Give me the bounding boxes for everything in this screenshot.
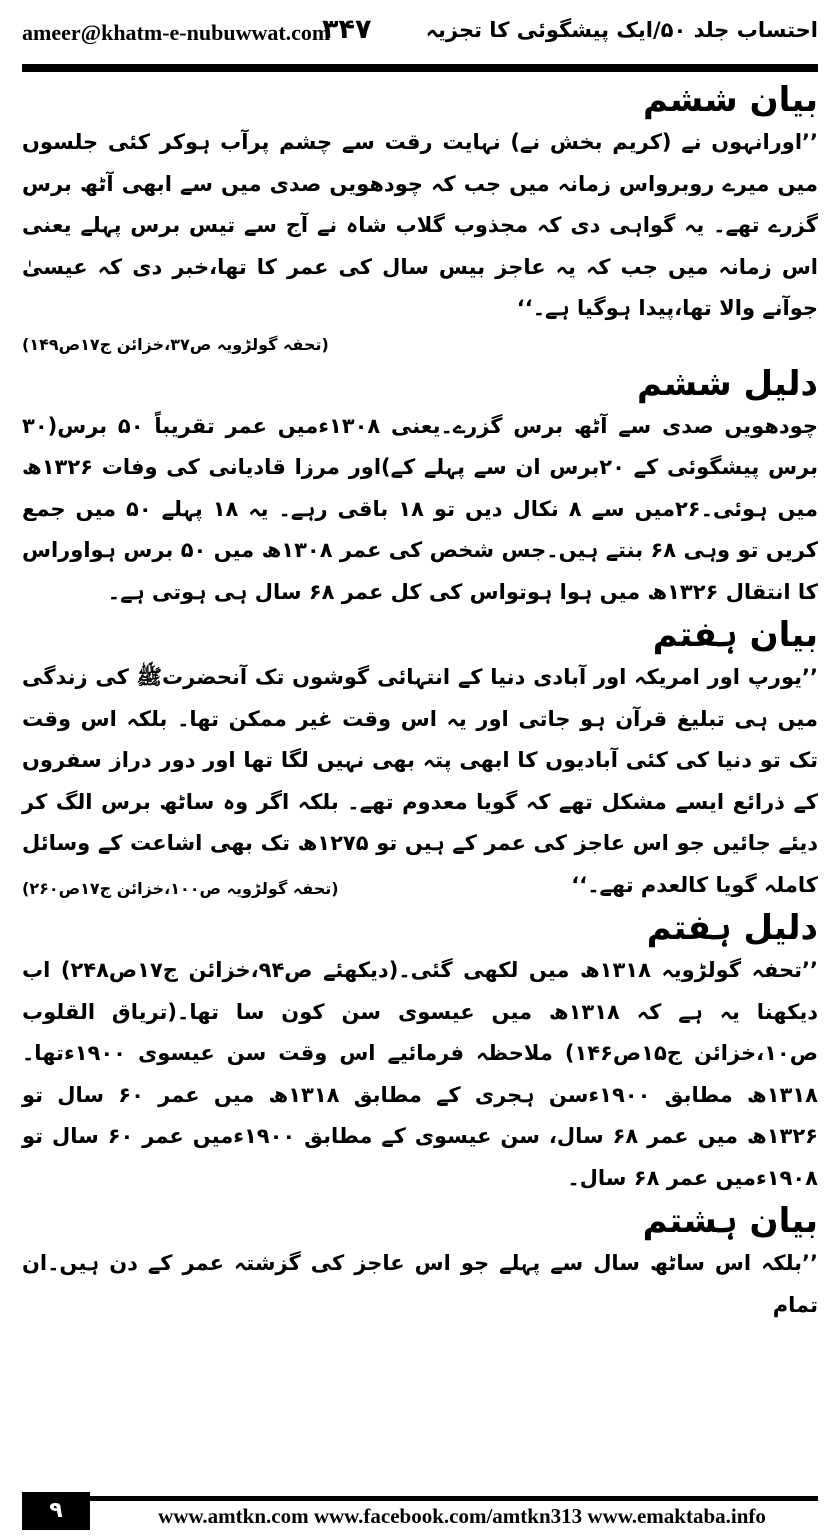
page-footer [22, 1492, 818, 1532]
page-body [22, 78, 818, 1326]
heading-bayan-8: بیان ہشتم [642, 1201, 818, 1241]
reference-bayan-6: (تحفہ گولڑویہ ص۳۷،خزائن ج۱۷ص۱۴۹) [22, 334, 329, 354]
paragraph-bayan-7-text: ’’یورپ اور امریکہ اور آبادی دنیا کے انتہائی گوشوں تک آنحضرتﷺ کی زندگی میں ہی تبلیغ قرآن ہو جاتی اور یہ اس وقت غیر ممکن تھا۔ بلکہ اس وقت تک تو دنیا کی کئی آبادیوں کا ابھی پتہ بھی نہیں لگا تھا اور دور دراز سفروں کے ذرائع ایسے مشکل تھے کہ گویا معدوم تھے۔ بلکہ اگر وہ ساٹھ برس الگ کر دیئے جائیں جو اس عاجز کی عمر کے ہیں تو ۱۲۷۵ھ تک بھی اشاعت کے وسائل کاملہ گویا کالعدم تھے۔‘‘ [22, 665, 818, 897]
paragraph-bayan-6: ’’اورانہوں نے (کریم بخش نے) نہایت رقت سے چشم پرآب ہوکر کئی جلسوں میں میرے روبرواس زمانہ میں جب کہ چودھویں صدی میں سے ابھی آٹھ برس گزرے تھے۔ یہ گواہی دی کہ مجذوب گلاب شاہ نے آج سے تیس برس پہلے یعنی اس زمانہ میں جب کہ یہ عاجز بیس سال کی عمر کا تھا،خبر دی کہ عیسیٰ جوآنے والا تھا،پیدا ہوگیا ہے۔‘‘ [22, 130, 818, 320]
heading-dalil-6: دلیل ششم [637, 363, 818, 404]
paragraph-bayan-7 [22, 657, 818, 906]
page-header [22, 14, 818, 58]
header-page-number: ۳۴۷ [322, 14, 372, 45]
header-rule [22, 64, 818, 72]
footer-rule [90, 1496, 818, 1501]
reference-bayan-7: (تحفہ گولڑویہ ص۱۰۰،خزائن ج۱۷ص۲۶۰) [22, 878, 339, 898]
paragraph-dalil-6: چودھویں صدی سے آٹھ برس گزرے۔یعنی ۱۳۰۸ءمیں عمر تقریباً ۵۰ برس(۳۰ برس پیشگوئی کے ۲۰برس ان سے پہلے کے)اور مرزا قادیانی کی وفات ۱۳۲۶ھ میں ہوئی۔۲۶میں سے ۸ نکال دیں تو ۱۸ باقی رہے۔ یہ ۱۸ پہلے ۵۰ میں جمع کریں تو وہی ۶۸ بنتے ہیں۔جس شخص کی عمر ۱۳۰۸ھ میں ۵۰ برس ہواوراس کا انتقال ۱۳۲۶ھ میں ہوا ہوتواس کی کل عمر ۶۸ سال ہی ہوتی ہے۔ [22, 413, 818, 604]
paragraph-dalil-7: ’’تحفہ گولڑویہ ۱۳۱۸ھ میں لکھی گئی۔(دیکھئے ص۹۴،خزائن ج۱۷ص۲۴۸) اب دیکھنا یہ ہے کہ ۱۳۱۸ھ میں عیسوی سن کون سا تھا۔(تریاق القلوب ص۱۰،خزائن ج۱۵ص۱۴۶) ملاحظہ فرمائیے اس وقت سن عیسوی ۱۹۰۰ءتھا۔ ۱۳۱۸ھ مطابق ۱۹۰۰ءسن ہجری کے مطابق ۱۳۱۸ھ میں عمر ۶۰ سال تو ۱۳۲۶ھ میں عمر ۶۸ سال، سن عیسوی کے مطابق ۱۹۰۰ءمیں عمر ۶۰ سال تو ۱۹۰۸ءمیں عمر ۶۸ سال۔ [22, 958, 818, 1190]
footer-page-box: ۹ [22, 1492, 90, 1530]
footer-urls: www.amtkn.com www.facebook.com/amtkn313 www.emaktaba.info [158, 1504, 766, 1528]
heading-bayan-7: بیان ہفتم [652, 615, 818, 655]
header-email: ameer@khatm-e-nubuwwat.com [22, 20, 331, 45]
heading-bayan-6: بیان ششم [643, 80, 818, 120]
heading-dalil-7: دلیل ہفتم [646, 908, 818, 948]
paragraph-bayan-8: ’’بلکہ اس ساٹھ سال سے پہلے جو اس عاجز کی گزشتہ عمر کے دن ہیں۔ان تمام [22, 1251, 818, 1317]
header-title: احتساب جلد ۵۰/ایک پیشگوئی کا تجزیہ [425, 18, 818, 42]
